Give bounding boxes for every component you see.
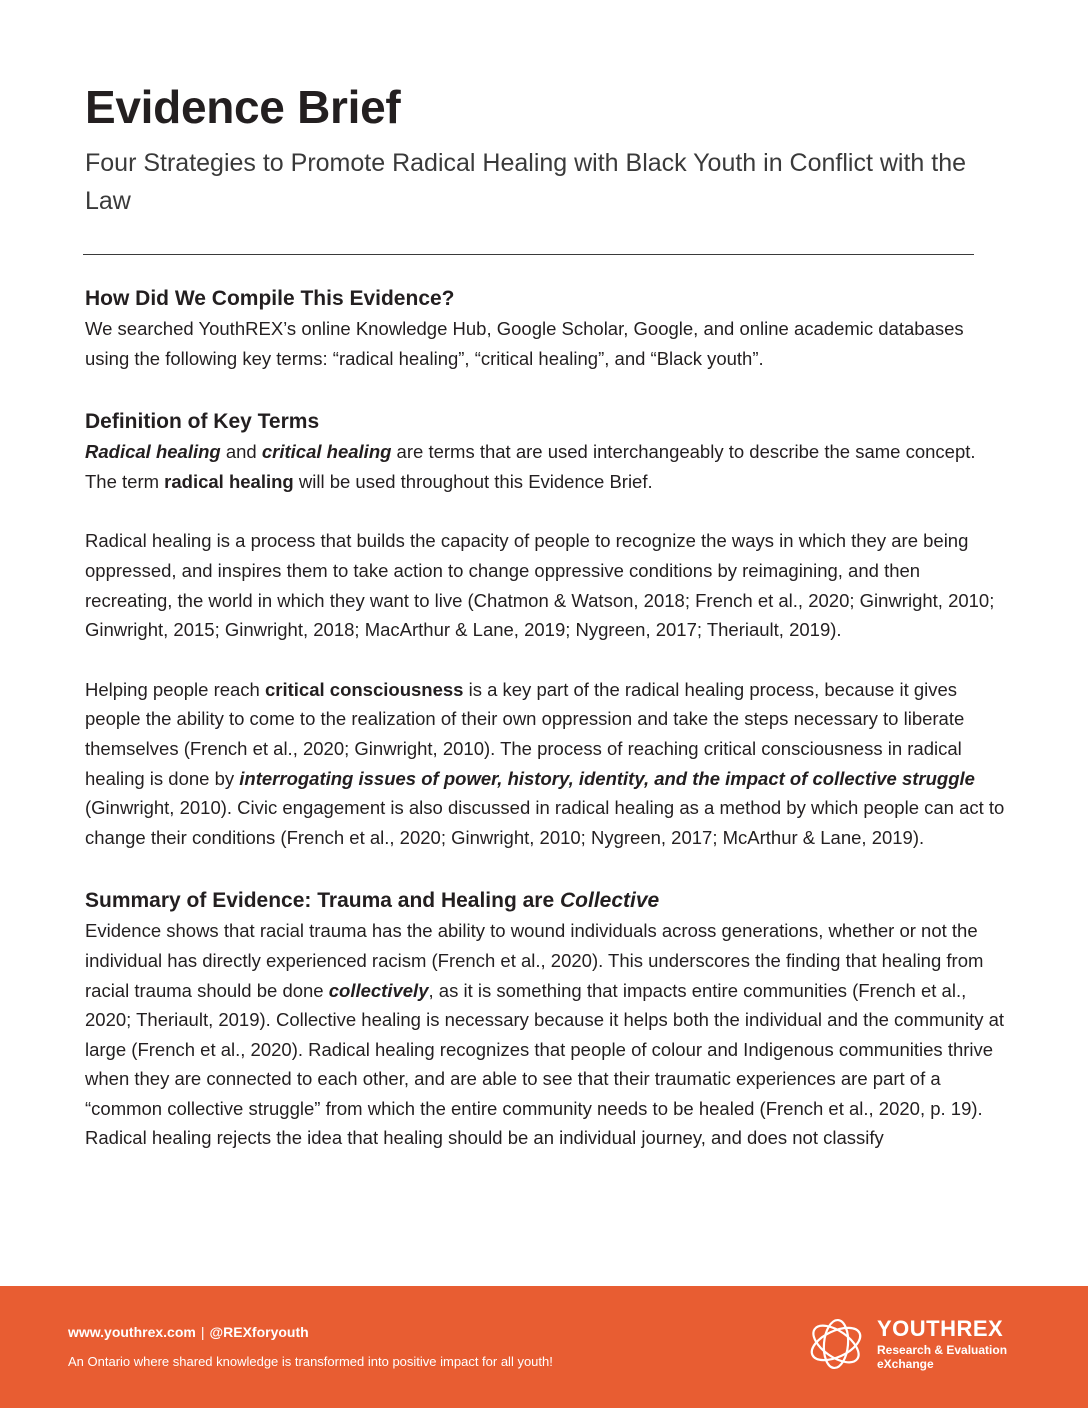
emphasis-term: collectively [328, 979, 429, 1001]
page-title: Evidence Brief [85, 81, 401, 133]
website-link[interactable]: www.youthrex.com [68, 1324, 196, 1340]
paragraph [85, 916, 1005, 1153]
page-subtitle: Four Strategies to Promote Radical Healing with Black Youth in Conflict with the Law [85, 149, 967, 215]
footer-separator: | [200, 1324, 205, 1340]
section-heading-summary [85, 886, 1005, 916]
paragraph [85, 526, 1005, 644]
body-text: will be used throughout this Evidence Brief. [293, 470, 653, 492]
key-term: critical consciousness [265, 678, 464, 700]
body-text: Evidence shows that racial trauma has the ability to wound individuals across generations, whether or not the individual has directly experienced racism (French et al., 2020). This underscores the finding that healing from racial trauma should be done [85, 920, 984, 1001]
body-text: Radical healing is a process that builds the capacity of people to recognize the ways in which they are being oppressed, and inspires them to take action to change oppressive conditions by reimagining, and then recreating, the world in which they want to live (Chatmon & Watson, 2018; French et al., 2020; Ginwright, 2010; Ginwright, 2015; Ginwright, 2018; MacArthur & Lane, 2019; Nygreen, 2017; Theriault, 2019). [85, 530, 995, 641]
paragraph [85, 437, 1005, 496]
logo-name: YOUTHREX [877, 1316, 1004, 1341]
emphasis-term: critical healing [261, 441, 392, 463]
body-text: is a key part of the radical healing process, because it gives people the ability to come to the realization of their own oppression and take the steps necessary to liberate themselves (French et al., 2020; Ginwright, 2010). The process of reaching critical consciousness in radical healing is done by [85, 678, 965, 789]
logo-tagline: Research & Evaluation eXchange [877, 1343, 1008, 1371]
youthrex-logo [805, 1311, 1020, 1381]
body-text: Helping people reach [85, 678, 265, 700]
footer-banner [0, 1286, 1088, 1408]
body-text: We searched YouthREX’s online Knowledge Hub, Google Scholar, Google, and online academic databases using the following key terms: “radical healing”, “critical healing”, and “Black youth”. [85, 318, 964, 369]
body-text: and [220, 441, 262, 463]
section-heading-text: Summary of Evidence: Trauma and Healing are [85, 889, 560, 913]
footer-tagline: An Ontario where shared knowledge is transformed into positive impact for all youth! [68, 1354, 553, 1369]
body-text: (Ginwright, 2010). Civic engagement is also discussed in radical healing as a method by which people can act to change their conditions (French et al., 2020; Ginwright, 2010; Nygreen, 2017; McArthur & Lane, 2019). [85, 797, 1005, 848]
emphasis-term: interrogating issues of power, history, identity, and the impact of collective struggle [239, 767, 975, 789]
section-heading-definitions: Definition of Key Terms [85, 410, 320, 434]
document-body [85, 284, 1005, 1153]
social-handle-link[interactable]: @REXforyouth [209, 1324, 309, 1340]
title-divider [83, 254, 974, 255]
body-text: are terms that are used interchangeably to describe the same concept. The term [85, 441, 976, 492]
paragraph [85, 675, 1005, 853]
interlocking-rings-icon [805, 1313, 867, 1375]
emphasis-term: Radical healing [85, 441, 221, 463]
paragraph [85, 314, 1005, 373]
section-heading-emphasis: Collective [560, 889, 660, 913]
footer-links [68, 1322, 309, 1342]
body-text: , as it is something that impacts entire communities (French et al., 2020; Theriault, 2019). Collective healing is necessary because it helps both the individual and the community at large (French et al., 2020). Radical healing recognizes that people of colour and Indigenous communities thrive when they are connected to each other, and are able to see that their traumatic experiences are part of a “common collective struggle” from which the entire community needs to be healed (French et al., 2020, p. 19). Radical healing rejects the idea that healing should be an individual journey, and does not classify [85, 979, 1005, 1149]
section-heading-compile: How Did We Compile This Evidence? [85, 287, 455, 310]
key-term: radical healing [164, 470, 294, 492]
